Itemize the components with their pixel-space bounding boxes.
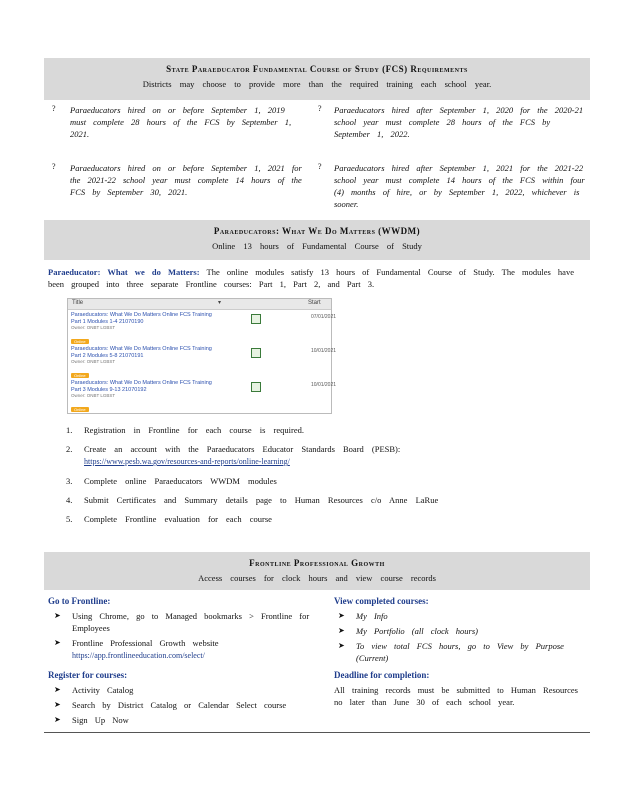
divider <box>44 732 590 733</box>
course-owner: Owner: ONBT LGBST <box>71 393 116 398</box>
arrow-icon: ➤ <box>338 626 345 635</box>
course-start-date: 10/01/2021 <box>311 348 337 354</box>
wwdm-intro-text: The online modules satisfy 13 hours of Fundamental Course of Study. The modules have been grouped into three separate Frontline courses: Part 1, Part 2, and Part 3. <box>48 267 574 289</box>
register-list <box>54 684 324 729</box>
list-item <box>54 684 324 696</box>
step-number: 3. <box>66 476 73 486</box>
wwdm-subtitle: Online 13 hours of Fundamental Course of Study <box>212 241 422 251</box>
arrow-icon: ➤ <box>54 715 61 724</box>
wwdm-steps <box>66 424 566 532</box>
list-item <box>54 714 324 726</box>
chevron-down-icon[interactable]: ▾ <box>218 300 222 306</box>
list-item <box>54 699 324 711</box>
step-item <box>66 494 566 506</box>
deadline-text: All training records must be submitted to Human Resources no later than June 30 of each school year. <box>334 685 578 707</box>
online-badge: Online <box>71 407 89 412</box>
list-item <box>338 640 588 664</box>
register-icon[interactable] <box>251 382 261 392</box>
bullet-marker: ? <box>318 104 322 113</box>
step-item <box>66 424 566 436</box>
view-completed-list <box>338 610 588 667</box>
bullet-marker: ? <box>52 104 56 113</box>
frontline-course-table <box>67 298 337 414</box>
course-title-link[interactable]: Paraeducators: What We Do Matters Online FCS Training Part 1 Modules 1-4 21070190 <box>71 312 212 325</box>
step-text: Complete online Paraeducators WWDM modules <box>84 476 277 486</box>
wwdm-intro <box>48 266 588 290</box>
bullet-marker: ? <box>318 162 322 171</box>
arrow-icon: ➤ <box>338 611 345 620</box>
arrow-icon: ➤ <box>54 700 61 709</box>
table-row[interactable] <box>71 346 337 378</box>
register-icon[interactable] <box>251 348 261 358</box>
fcs-title: State Paraeducator Fundamental Course of Study (FCS) Requirements <box>166 64 468 74</box>
list-item-text: Activity Catalog <box>72 685 134 695</box>
list-item <box>338 625 588 637</box>
list-item-text: My Portfolio (all clock hours) <box>356 626 478 636</box>
requirement-item: Paraeducators hired on or before September 1, 2021 for the 2021-22 school year must complete 14 hours of the FCS by September 30, 2021. <box>70 163 302 197</box>
table-row[interactable] <box>71 380 337 412</box>
list-item <box>54 637 314 662</box>
list-item <box>338 610 588 622</box>
step-number: 1. <box>66 425 73 435</box>
wwdm-title: Paraeducators: What We Do Matters (WWDM) <box>213 226 421 236</box>
goto-frontline-heading: Go to Frontline: <box>48 596 111 606</box>
step-item <box>66 443 566 468</box>
register-heading: Register for courses: <box>48 670 128 680</box>
list-item-text: To view total FCS hours, go to View by Purpose (Current) <box>356 641 564 663</box>
requirement-item: Paraeducators hired on or before September 1, 2019 must complete 28 hours of the FCS by September 1, 2021. <box>70 105 292 139</box>
step-item <box>66 513 566 525</box>
arrow-icon: ➤ <box>54 611 61 620</box>
wwdm-header <box>44 220 590 260</box>
list-item-text: Search by District Catalog or Calendar Select course <box>72 700 287 710</box>
col-start: Start <box>308 300 321 306</box>
list-item-text: Using Chrome, go to Managed bookmarks > Frontline for Employees <box>72 611 310 633</box>
course-title-link[interactable]: Paraeducators: What We Do Matters Online FCS Training Part 2 Modules 5-8 21070191 <box>71 346 212 359</box>
fcs-requirements-header <box>44 58 590 100</box>
list-item-text: Sign Up Now <box>72 715 129 725</box>
step-number: 4. <box>66 495 73 505</box>
table-row[interactable] <box>71 312 337 344</box>
frontline-link[interactable]: https://app.frontlineeducation.com/select/ <box>72 651 205 660</box>
course-start-date: 07/01/2021 <box>311 314 337 320</box>
step-text: Submit Certificates and Summary details page to Human Resources c/o Anne LaRue <box>84 495 439 505</box>
view-completed-heading: View completed courses: <box>334 596 429 606</box>
course-owner: Owner: ONBT LGBST <box>71 359 116 364</box>
requirement-item: Paraeducators hired after September 1, 2020 for the 2020-21 school year must complete 28 hours of the FCS by September 1, 2022. <box>334 105 584 139</box>
list-item <box>54 610 314 634</box>
arrow-icon: ➤ <box>54 638 61 647</box>
bullet-marker: ? <box>52 162 56 171</box>
list-item-text: My Info <box>356 611 388 621</box>
frontline-title: Frontline Professional Growth <box>249 558 385 568</box>
register-icon[interactable] <box>251 314 261 324</box>
step-text: Complete Frontline evaluation for each course <box>84 514 272 524</box>
course-start-date: 10/01/2021 <box>311 382 337 388</box>
frontline-header <box>44 552 590 590</box>
pesb-link[interactable]: https://www.pesb.wa.gov/resources-and-reports/online-learning/ <box>84 457 290 466</box>
step-text: Registration in Frontline for each course is required. <box>84 425 304 435</box>
table-header <box>68 299 331 310</box>
online-badge: Online <box>71 339 89 344</box>
step-number: 5. <box>66 514 73 524</box>
course-title-link[interactable]: Paraeducators: What We Do Matters Online FCS Training Part 3 Modules 9-13 21070192 <box>71 380 212 393</box>
frontline-subtitle: Access courses for clock hours and view course records <box>198 573 436 583</box>
goto-frontline-list <box>54 610 314 665</box>
step-number: 2. <box>66 444 73 454</box>
step-text: Create an account with the Paraeducators Educator Standards Board (PESB): <box>84 444 401 454</box>
wwdm-intro-lead: Paraeducator: What we do Matters: <box>48 267 200 277</box>
online-badge: Online <box>71 373 89 378</box>
col-title: Title <box>72 300 84 306</box>
requirement-item: Paraeducators hired after September 1, 2021 for the 2021-22 school year must complete 14 hours of the FCS within four (4) months of hire, or by September 1, 2022, whichever is sooner. <box>334 163 585 209</box>
arrow-icon: ➤ <box>54 685 61 694</box>
arrow-icon: ➤ <box>338 641 345 650</box>
course-owner: Owner: ONBT LGBST <box>71 325 116 330</box>
step-item <box>66 475 566 487</box>
fcs-subtitle: Districts may choose to provide more than the required training each school year. <box>142 79 492 89</box>
deadline-heading: Deadline for completion: <box>334 670 430 680</box>
list-item-text: Frontline Professional Growth website <box>72 638 219 648</box>
